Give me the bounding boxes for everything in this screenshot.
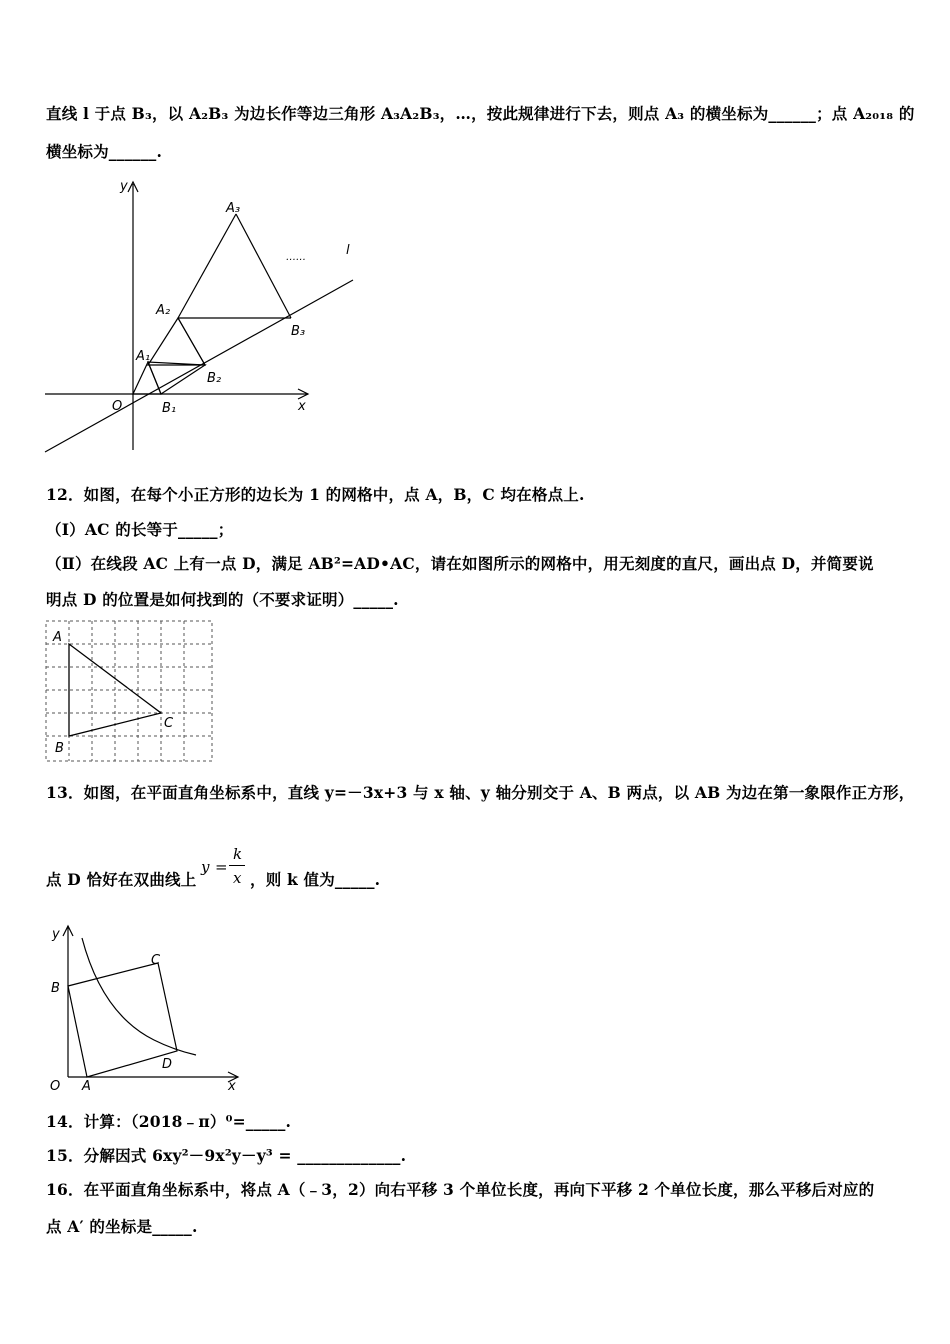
q11-figure [40,172,370,457]
label-o: O [112,399,123,414]
eq-equals: = [215,858,228,876]
q12-grid-figure [44,619,216,765]
q12-part2a: （Ⅱ）在线段 AC 上有一点 D，满足 AB²=AD•AC，请在如图所示的网格中，用无刻度的直尺，画出点 D，并简要说 [46,554,874,573]
label-b3: B₃ [291,324,306,339]
label-dots: …… [286,252,306,263]
q13-figure [42,922,247,1094]
label-a1: A₁ [136,349,151,364]
q11-line1: 直线 l 于点 B₃，以 A₂B₃ 为边长作等边三角形 A₃A₂B₃，…，按此规律进行下去，则点 A₃ 的横坐标为______；点 A₂₀₁₈ 的 [46,104,915,123]
label-y: y [120,179,128,194]
label-a3: A₃ [226,201,241,216]
label-y: y [52,927,60,942]
q16-line2: 点 A′ 的坐标是_____. [46,1217,198,1236]
eq-y: y [201,858,210,876]
fraction-bar [229,865,245,866]
segment-a2a3 [178,214,236,318]
label-o: O [50,1079,61,1094]
segment-a2b2 [178,318,205,365]
label-b: B [51,981,60,996]
label-b2: B₂ [207,371,222,386]
label-a: A [82,1079,91,1094]
eq-denominator: x [233,869,242,887]
label-l: l [346,243,350,258]
q14-text: 14．计算：（2018﹣π）⁰=_____. [46,1112,292,1131]
q12-part2b: 明点 D 的位置是如何找到的（不要求证明）_____. [46,590,399,609]
square-abcd [68,963,177,1077]
triangle-a2 [148,318,205,365]
grid-lines [46,621,212,761]
label-b1: B₁ [162,401,177,416]
q13-line2-pre: 点 D 恰好在双曲线上 [46,870,197,889]
q16-line1: 16．在平面直角坐标系中，将点 A（﹣3，2）向右平移 3 个单位长度，再向下平移 2 个单位长度，那么平移后对应的 [46,1180,875,1199]
label-a2: A₂ [156,303,171,318]
q12-stem: 12．如图，在每个小正方形的边长为 1 的网格中，点 A，B，C 均在格点上. [46,485,585,504]
q13-stem: 13．如图，在平面直角坐标系中，直线 y=－3x+3 与 x 轴、y 轴分别交于 A、B 两点，以 AB 为边在第一象限作正方形， [46,783,915,802]
q13-line2-post: ，则 k 值为_____. [250,870,381,889]
line-l [45,280,353,452]
segment-a3b3 [236,214,291,318]
eq-numerator: k [233,845,243,863]
label-x: x [228,1079,236,1094]
label-c: C [151,953,161,968]
label-b: B [55,741,64,756]
label-a: A [53,630,62,645]
label-x: x [298,399,306,414]
label-c: C [164,716,174,731]
q11-line2: 横坐标为______. [46,142,163,161]
q12-part1: （Ⅰ）AC 的长等于_____； [46,520,234,539]
q15-text: 15．分解因式 6xy²－9x²y－y³ = _____________. [46,1146,407,1165]
hyperbola-curve [82,938,196,1055]
label-d: D [162,1057,173,1072]
